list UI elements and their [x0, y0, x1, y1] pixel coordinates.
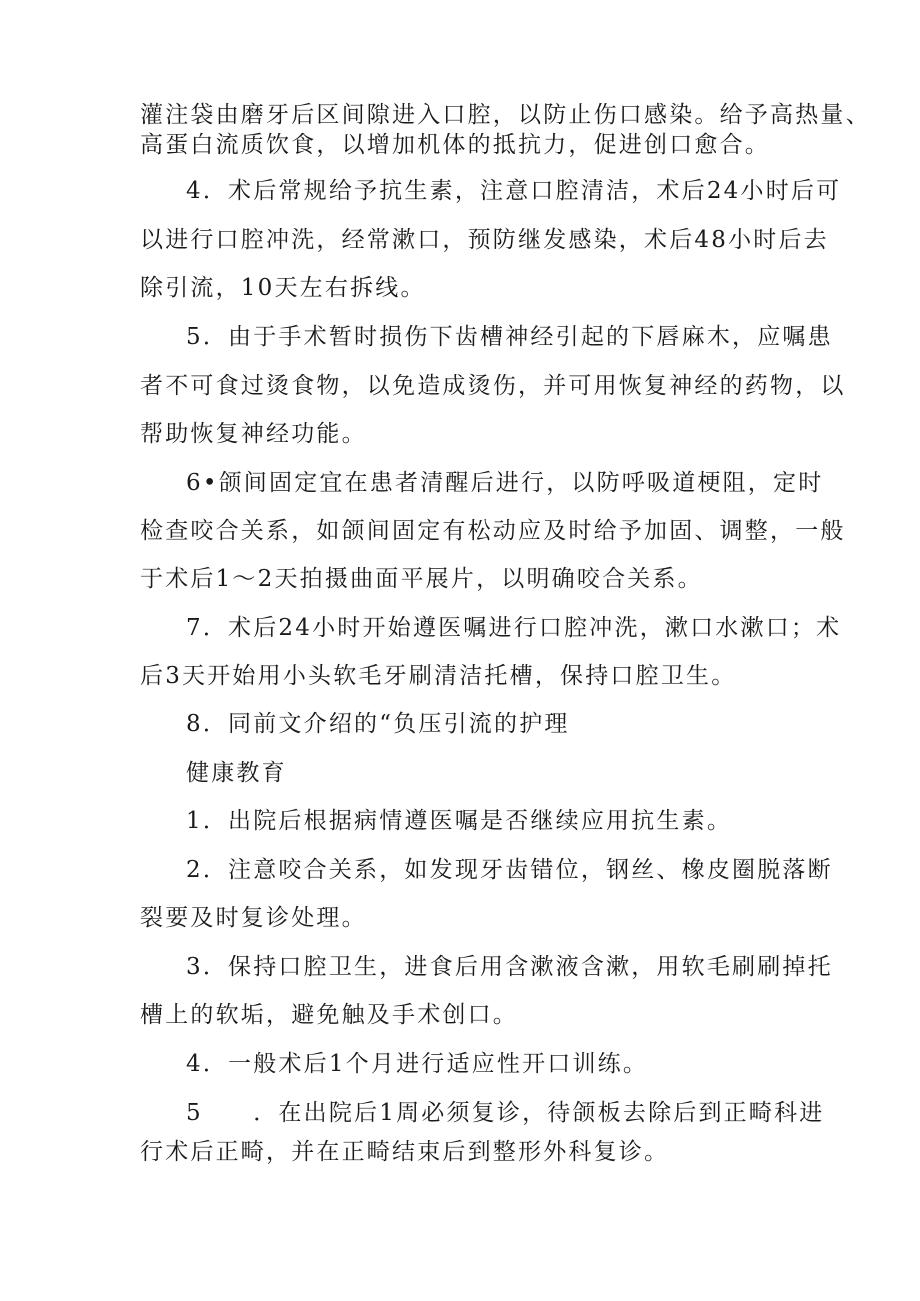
text-line: 5 ．在出院后1周必须复诊，待颌板去除后到正畸科进	[186, 1100, 825, 1126]
text-line: 槽上的软垢，避免触及手术创口。	[140, 1002, 518, 1028]
text-line: 8．同前文介绍的“负压引流的护理	[186, 711, 570, 737]
text-line: 高蛋白流质饮食，以增加机体的抵抗力，促进创口愈合。	[140, 132, 770, 158]
section-heading: 健康教育	[186, 760, 287, 786]
text-line: 1．出院后根据病情遵医嘱是否继续应用抗生素。	[186, 808, 733, 834]
text-line: 3．保持口腔卫生，进食后用含漱液含漱，用软毛刷刷掉托	[186, 954, 833, 980]
text-line: 5．由于手术暂时损伤下齿槽神经引起的下唇麻木，应嘱患	[186, 324, 833, 350]
text-line: 2．注意咬合关系，如发现牙齿错位，钢丝、橡皮圈脱落断	[186, 857, 833, 883]
text-line: 灌注袋由磨牙后区间隙进入口腔，以防止伤口感染。给予高热量、	[140, 102, 871, 128]
text-line: 于术后1～2天拍摄曲面平展片，以明确咬合关系。	[140, 566, 703, 592]
text-line: 帮助恢复神经功能。	[140, 421, 367, 447]
text-line: 行术后正畸，并在正畸结束后到整形外科复诊。	[140, 1139, 670, 1165]
text-line: 检查咬合关系，如颌间固定有松动应及时给予加固、调整，一般	[140, 518, 846, 544]
text-line: 7．术后24小时开始遵医嘱进行口腔冲洗，漱口水漱口；术	[186, 615, 842, 641]
text-line: 4．术后常规给予抗生素，注意口腔清洁，术后24小时后可	[186, 178, 842, 204]
text-line: 4．一般术后1个月进行适应性开口训练。	[186, 1051, 649, 1077]
text-line: 以进行口腔冲洗，经常漱口，预防继发感染，术后48小时后去	[140, 227, 829, 253]
text-line: 者不可食过烫食物，以免造成烫伤，并可用恢复神经的药物，以	[140, 373, 846, 399]
text-line: 除引流，10天左右拆线。	[140, 275, 426, 301]
text-line: 后3天开始用小头软毛牙刷清洁托槽，保持口腔卫生。	[140, 663, 737, 689]
text-line: 6•颌间固定宜在患者清醒后进行，以防呼吸道梗阻，定时	[186, 470, 824, 496]
text-line: 裂要及时复诊处理。	[140, 905, 367, 931]
